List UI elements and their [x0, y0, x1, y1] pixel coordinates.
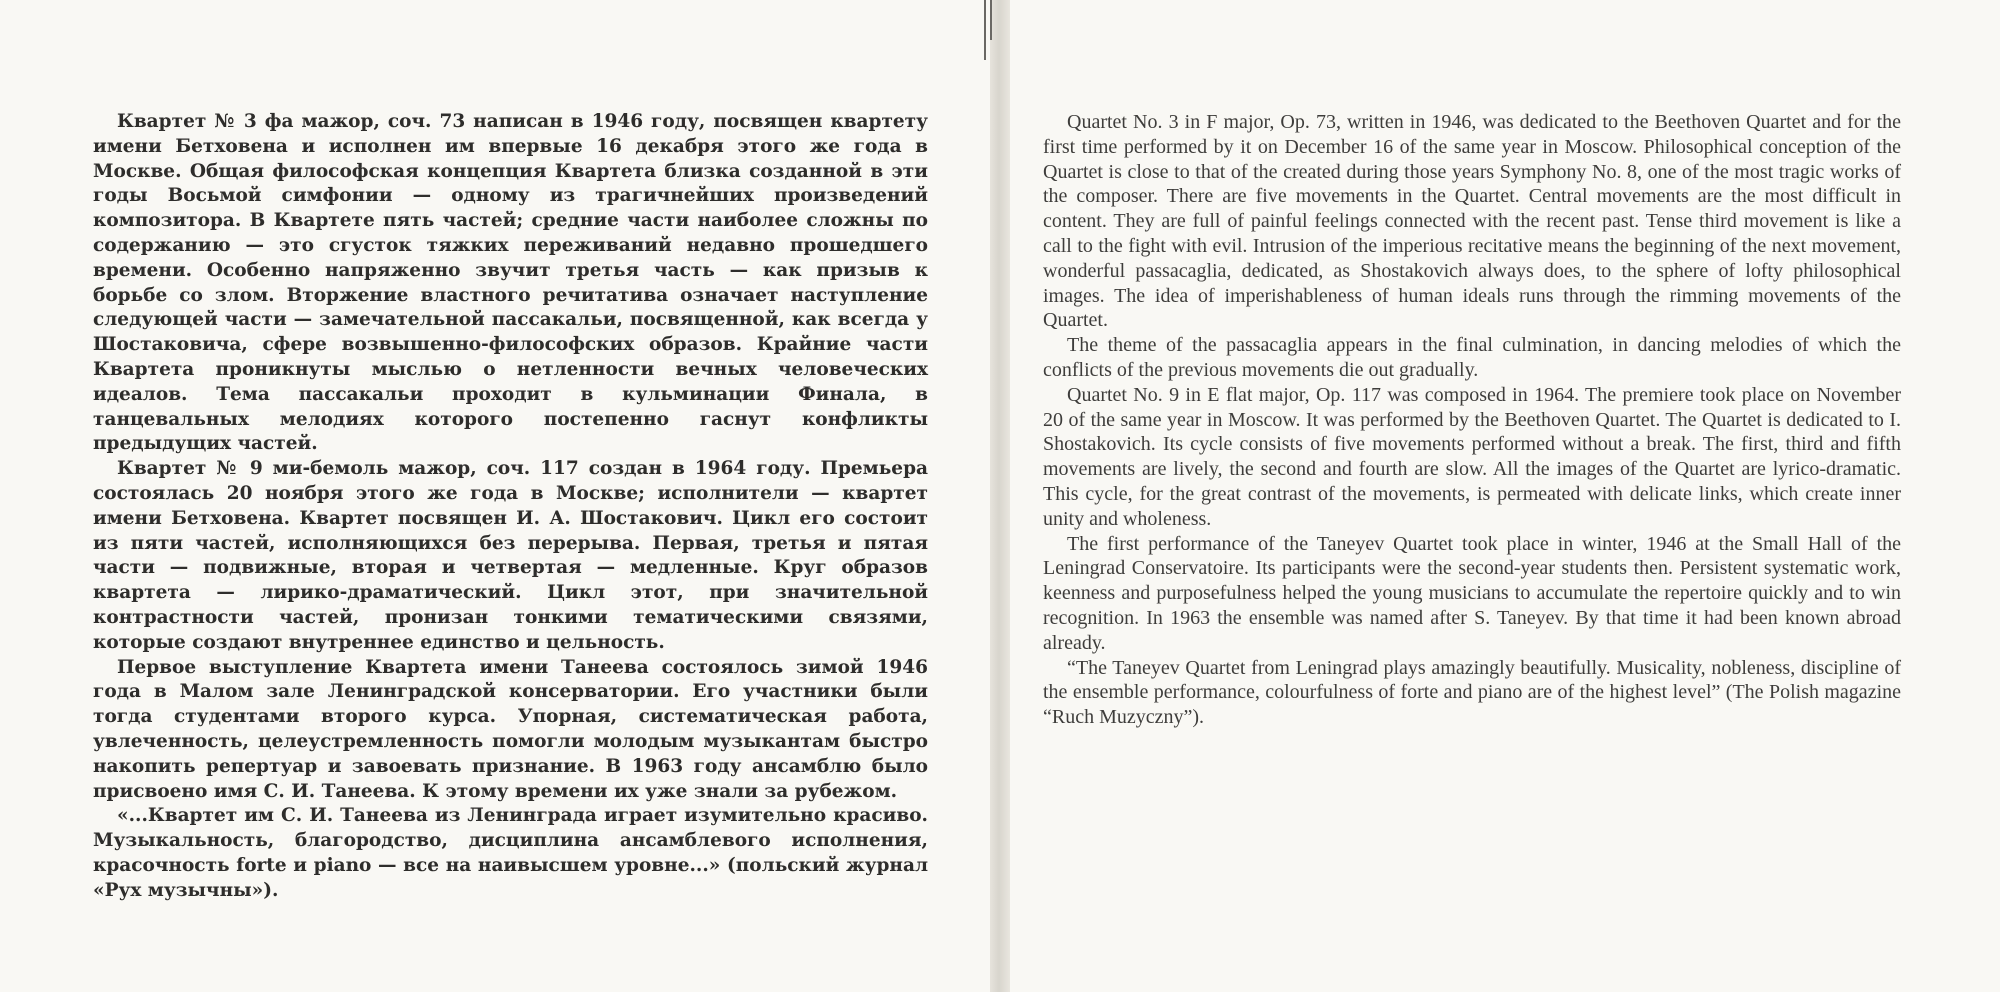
- en-paragraph-4: The first performance of the Taneyev Quartet took place in winter, 1946 at the Small Hall of the Leningrad Conservatoire. Its participants were the second-year students then. Persistent systematic work, keenness and purposefulness helped the young musicians to accumulate the repertoire quickly and to win recognition. In 1963 the ensemble was named after S. Taneyev. By that time it had been known abroad already.: [1043, 532, 1901, 654]
- english-text-column: [1043, 110, 1901, 730]
- ru-paragraph-2: Квартет № 9 ми-бемоль мажор, соч. 117 создан в 1964 году. Премьера состоялась 20 ноября этого же года в Москве; исполнители — квартет имени Бетховена. Квартет посвящен И. А. Шостакович. Цикл его состоит из пяти частей, исполняющихся без перерыва. Первая, третья и пятая части — подвижные, вторая и четвертая — медленные. Круг образов квартета — лирико-драматический. Цикл этот, при значительной контрастности частей, пронизан тонкими тематическими связями, которые создают внутреннее единство и цельность.: [93, 458, 928, 653]
- fold-mark: [990, 0, 992, 40]
- ru-paragraph-3: Первое выступление Квартета имени Танеева состоялось зимой 1946 года в Малом зале Ленинградской консерватории. Его участники были тогда студентами второго курса. Упорная, систематическая работа, увлеченность, целеустремленность помогли молодым музыкантам быстро накопить репертуар и завоевать признание. В 1963 году ансамблю было присвоено имя С. И. Танеева. К этому времени их уже знали за рубежом.: [93, 656, 928, 802]
- en-paragraph-2: The theme of the passacaglia appears in the final culmination, in dancing melodies of which the conflicts of the previous movements die out gradually.: [1043, 334, 1901, 381]
- russian-text-column: [93, 110, 928, 904]
- ru-paragraph-1: Квартет № 3 фа мажор, соч. 73 написан в 1946 году, посвящен квартету имени Бетховена и исполнен им впервые 16 декабря этого же года в Москве. Общая философская концепция Квартета близка созданной в эти годы Восьмой симфонии — одному из трагичнейших произведений композитора. В Квартете пять частей; средние части наиболее сложны по содержанию — это сгусток тяжких переживаний недавно прошедшего времени. Особенно напряженно звучит третья часть — как призыв к борьбе со злом. Вторжение властного речитатива означает наступление следующей части — замечательной пассакальи, посвященной, как всегда у Шостаковича, сфере возвышенно-философских образов. Крайние части Квартета проникнуты мыслью о нетленности вечных человеческих идеалов. Тема пассакальи проходит в кульминации Финала, в танцевальных мелодиях которого постепенно гаснут конфликты предыдущих частей.: [93, 111, 928, 455]
- fold-mark: [984, 0, 986, 60]
- en-paragraph-5: “The Taneyev Quartet from Leningrad plays amazingly beautifully. Musicality, nobleness, discipline of the ensemble performance, colourfulness of forte and piano are of the highest level” (The Polish magazine “Ruch Muzyczny”).: [1043, 656, 1901, 729]
- en-paragraph-3: Quartet No. 9 in E flat major, Op. 117 was composed in 1964. The premiere took place on November 20 of the same year in Moscow. It was performed by the Beethoven Quartet. The Quartet is dedicated to I. Shostakovich. Its cycle consists of five movements performed without a break. The first, third and fifth movements are lively, the second and fourth are slow. All the images of the Quartet are lyrico-dramatic. This cycle, for the great contrast of the movements, is permeated with delicate links, which create inner unity and wholeness.: [1043, 383, 1901, 530]
- book-gutter: [990, 0, 1010, 992]
- en-paragraph-1: Quartet No. 3 in F major, Op. 73, written in 1946, was dedicated to the Beethoven Quartet and for the first time performed by it on December 16 of the same year in Moscow. Philosophical conception of the Quartet is close to that of the created during those years Symphony No. 8, one of the most tragic works of the composer. There are five movements in the Quartet. Central movements are the most difficult in content. They are full of painful feelings connected with the recent past. Tense third movement is like a call to the fight with evil. Intrusion of the imperious recitative means the beginning of the next movement, wonderful passacaglia, dedicated, as Shostakovich always does, to the sphere of lofty philosophical images. The idea of imperishableness of human ideals runs through the rimming movements of the Quartet.: [1043, 111, 1901, 332]
- left-page: [0, 0, 990, 992]
- ru-paragraph-4: «...Квартет им С. И. Танеева из Ленинграда играет изумительно красиво. Музыкальность, благородство, дисциплина ансамблевого исполнения, красочность forte и piano — все на наивысшем уровне...» (польский журнал «Рух музычны»).: [93, 805, 928, 901]
